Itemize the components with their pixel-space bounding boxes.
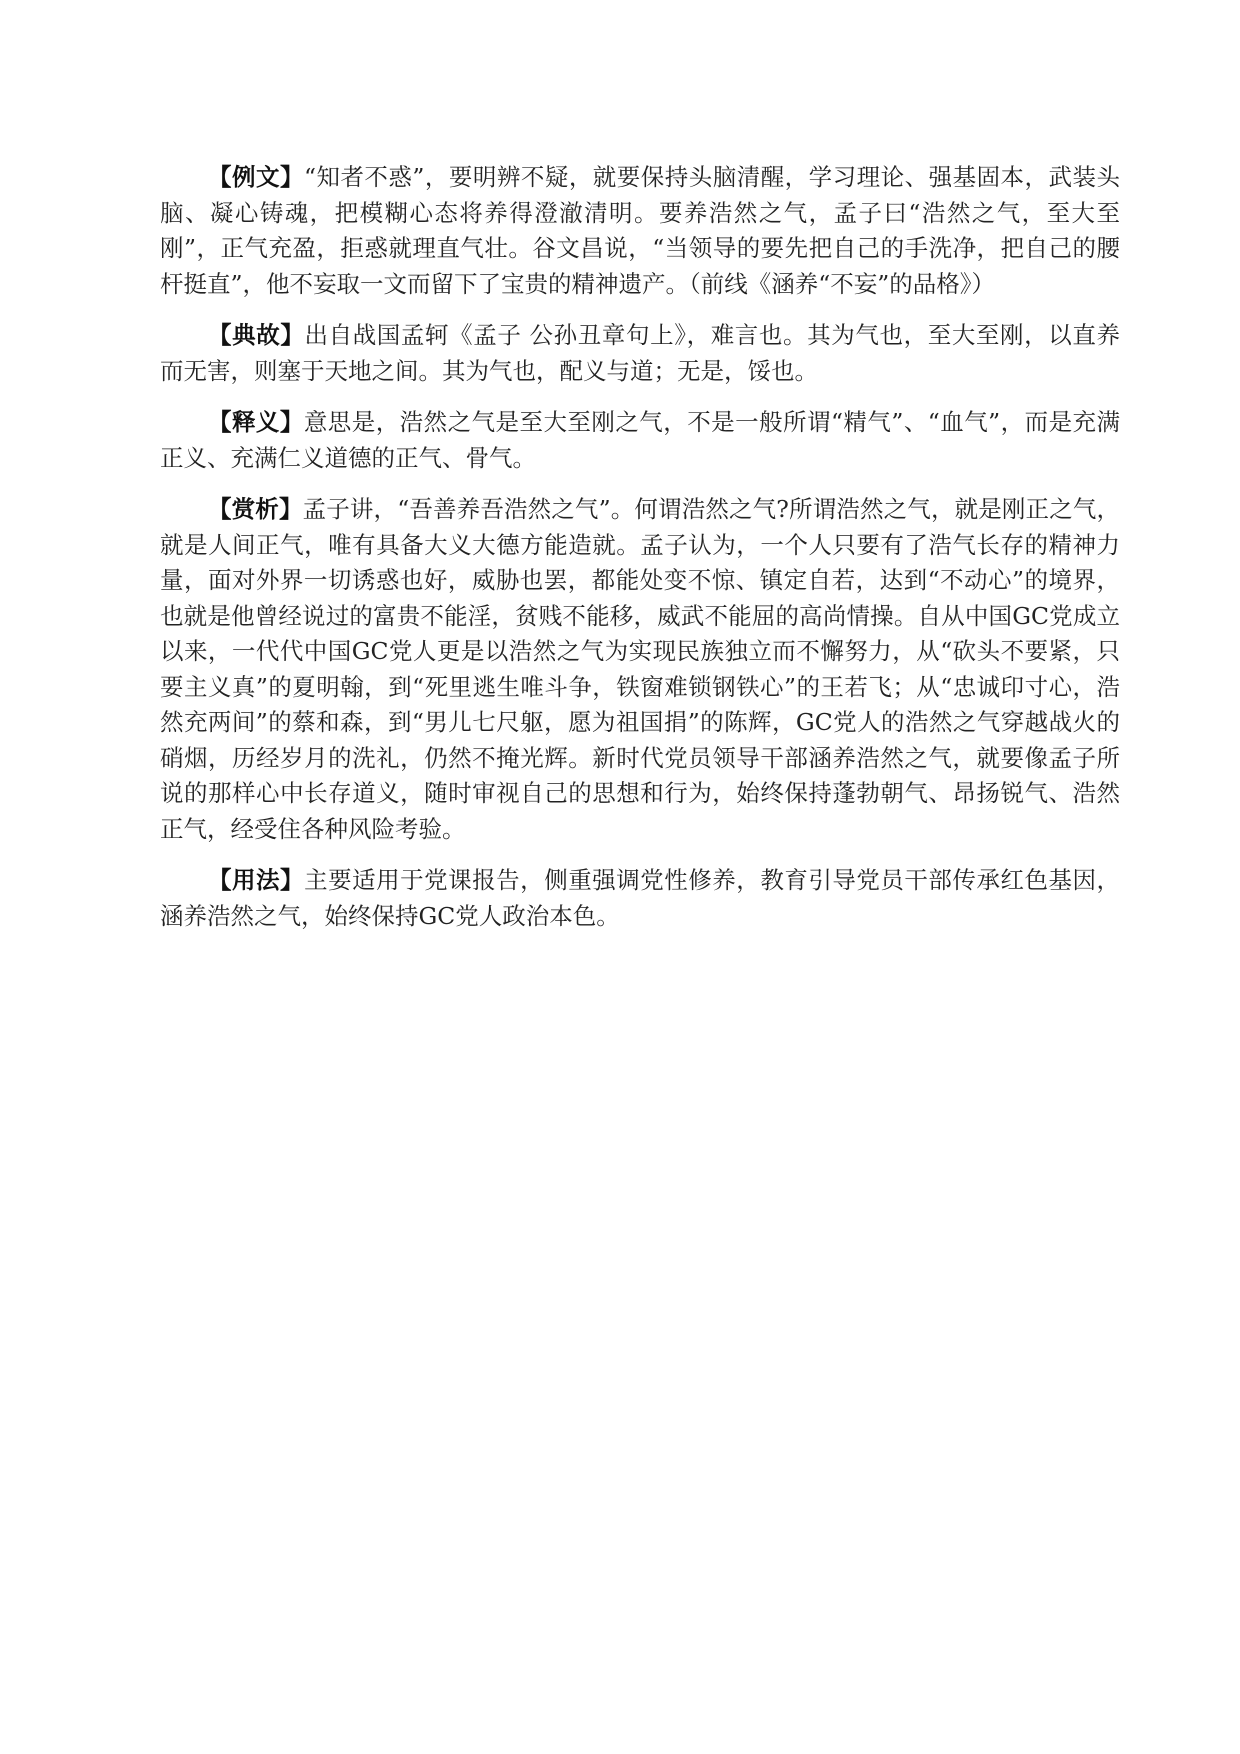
paragraph-label-meaning: 【释义】 [208, 408, 304, 436]
paragraph-text-allusion: 出自战国孟轲《孟子 公孙丑章句上》，难言也。其为气也，至大至刚，以直养而无害，则塞于天地之间。其为气也，配义与道；无是，馁也。 [160, 321, 1120, 385]
paragraph-meaning [160, 405, 1120, 476]
paragraph-label-usage: 【用法】 [208, 866, 305, 894]
document-body [160, 160, 1120, 950]
paragraph-example [160, 160, 1120, 302]
paragraph-text-appreciation: 孟子讲，“吾善养吾浩然之气”。何谓浩然之气?所谓浩然之气，就是刚正之气，就是人间正气，唯有具备大义大德方能造就。孟子认为，一个人只要有了浩气长存的精神力量，面对外界一切诱惑也好，威胁也罢，都能处变不惊、镇定自若，达到“不动心”的境界，也就是他曾经说过的富贵不能淫，贫贱不能移，威武不能屈的高尚情操。自从中国GC党成立以来，一代代中国GC党人更是以浩然之气为实现民族独立而不懈努力，从“砍头不要紧，只要主义真”的夏明翰，到“死里逃生唯斗争，铁窗难锁钢铁心”的王若飞；从“忠诚印寸心，浩然充两间”的蔡和森，到“男儿七尺躯，愿为祖国捐”的陈辉，GC党人的浩然之气穿越战火的硝烟，历经岁月的洗礼，仍然不掩光辉。新时代党员领导干部涵养浩然之气，就要像孟子所说的那样心中长存道义，随时审视自己的思想和行为，始终保持蓬勃朝气、昂扬锐气、浩然正气，经受住各种风险考验。 [160, 495, 1120, 843]
paragraph-appreciation [160, 492, 1120, 847]
paragraph-usage [160, 863, 1120, 934]
paragraph-label-example: 【例文】 [208, 163, 304, 191]
paragraph-text-example: “知者不惑”，要明辨不疑，就要保持头脑清醒，学习理论、强基固本，武装头脑、凝心铸魂，把模糊心态将养得澄澈清明。要养浩然之气，孟子曰“浩然之气，至大至刚”，正气充盈，拒惑就理直气壮。谷文昌说，“当领导的要先把自己的手洗净，把自己的腰杆挺直”，他不妄取一文而留下了宝贵的精神遗产。（前线《涵养“不妄”的品格》） [160, 163, 1121, 298]
paragraph-text-usage: 主要适用于党课报告，侧重强调党性修养，教育引导党员干部传承红色基因，涵养浩然之气，始终保持GC党人政治本色。 [160, 866, 1121, 930]
paragraph-allusion [160, 318, 1120, 389]
paragraph-label-allusion: 【典故】 [208, 321, 305, 349]
paragraph-text-meaning: 意思是，浩然之气是至大至刚之气，不是一般所谓“精气”、“血气”，而是充满正义、充满仁义道德的正气、骨气。 [160, 408, 1120, 472]
paragraph-label-appreciation: 【赏析】 [208, 495, 303, 523]
